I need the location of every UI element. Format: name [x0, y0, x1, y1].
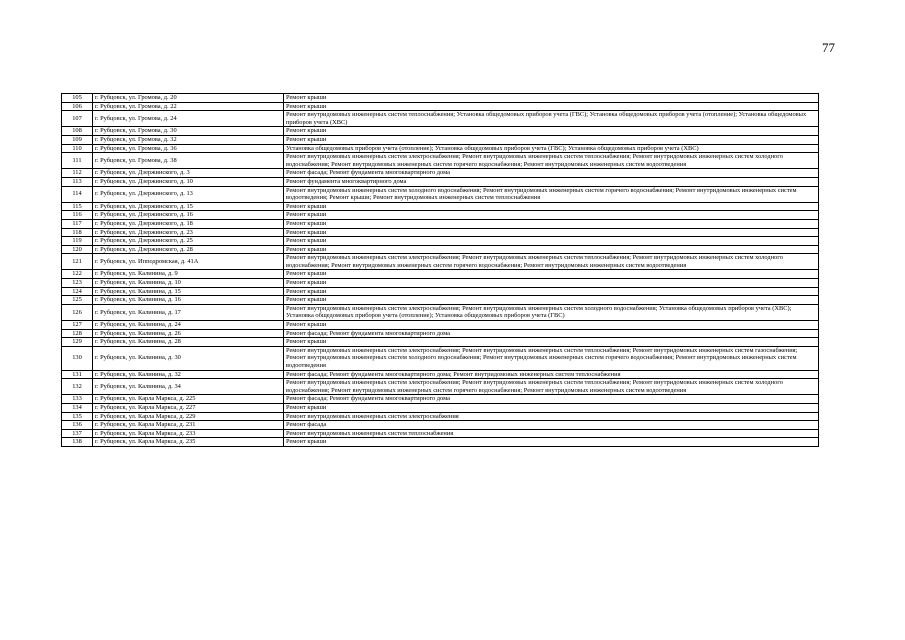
row-works: Ремонт внутридомовых инженерных систем электроснабжения; Ремонт внутридомовых инженерных систем холодного водоснабжения; Установка общедомовых приборов учета (ХВС); Установка общедомовых приборов учета (отопление); Установка общедомовых приборов учета (ГВС)	[284, 304, 819, 320]
table-row	[62, 270, 819, 279]
row-works: Ремонт крыши	[284, 94, 819, 103]
row-address: г. Рубцовск, ул. Ипподромская, д. 41А	[93, 254, 284, 270]
row-address: г. Рубцовск, ул. Дзержинского, д. 15	[93, 202, 284, 211]
row-number: 107	[62, 111, 93, 127]
row-number: 135	[62, 412, 93, 421]
row-number: 105	[62, 94, 93, 103]
row-works: Ремонт крыши	[284, 135, 819, 144]
table-row	[62, 254, 819, 270]
row-number: 119	[62, 237, 93, 246]
row-works: Ремонт крыши	[284, 245, 819, 254]
row-number: 114	[62, 186, 93, 202]
table-row	[62, 237, 819, 246]
row-address: г. Рубцовск, ул. Громова, д. 22	[93, 102, 284, 111]
row-address: г. Рубцовск, ул. Карла Маркса, д. 225	[93, 395, 284, 404]
row-works: Ремонт крыши	[284, 202, 819, 211]
row-address: г. Рубцовск, ул. Калинина, д. 28	[93, 338, 284, 347]
row-address: г. Рубцовск, ул. Карла Маркса, д. 235	[93, 438, 284, 447]
row-address: г. Рубцовск, ул. Калинина, д. 32	[93, 370, 284, 379]
table-row	[62, 211, 819, 220]
table-row	[62, 403, 819, 412]
table-row	[62, 296, 819, 305]
row-address: г. Рубцовск, ул. Калинина, д. 30	[93, 346, 284, 370]
table-row	[62, 304, 819, 320]
row-works: Ремонт крыши	[284, 127, 819, 136]
row-address: г. Рубцовск, ул. Громова, д. 38	[93, 153, 284, 169]
row-number: 109	[62, 135, 93, 144]
row-works: Ремонт внутридомовых инженерных систем электроснабжения	[284, 412, 819, 421]
row-number: 113	[62, 177, 93, 186]
row-number: 137	[62, 429, 93, 438]
row-address: г. Рубцовск, ул. Калинина, д. 34	[93, 379, 284, 395]
table-row	[62, 202, 819, 211]
row-number: 111	[62, 153, 93, 169]
row-number: 126	[62, 304, 93, 320]
row-works: Ремонт крыши	[284, 219, 819, 228]
row-address: г. Рубцовск, ул. Дзержинского, д. 18	[93, 219, 284, 228]
row-works: Ремонт внутридомовых инженерных систем электроснабжения; Ремонт внутридомовых инженерных систем теплоснабжения; Ремонт внутридомовых инженерных систем газоснабжения; Ремонт внутридомовых инженерных систем холодного водоснабжения; Ремонт внутридомовых инженерных систем горячего водоснабжения; Ремонт внутридомовых инженерных систем водоотведения	[284, 346, 819, 370]
table-row	[62, 287, 819, 296]
row-address: г. Рубцовск, ул. Карла Маркса, д. 229	[93, 412, 284, 421]
table-row	[62, 102, 819, 111]
row-number: 136	[62, 421, 93, 430]
row-address: г. Рубцовск, ул. Громова, д. 36	[93, 144, 284, 153]
table-row	[62, 219, 819, 228]
row-number: 130	[62, 346, 93, 370]
row-works: Ремонт крыши	[284, 270, 819, 279]
row-address: г. Рубцовск, ул. Калинина, д. 15	[93, 287, 284, 296]
row-number: 134	[62, 403, 93, 412]
row-number: 128	[62, 329, 93, 338]
row-works: Ремонт крыши	[284, 321, 819, 330]
table-row	[62, 228, 819, 237]
row-number: 124	[62, 287, 93, 296]
row-address: г. Рубцовск, ул. Дзержинского, д. 25	[93, 237, 284, 246]
row-number: 110	[62, 144, 93, 153]
row-address: г. Рубцовск, ул. Калинина, д. 17	[93, 304, 284, 320]
row-address: г. Рубцовск, ул. Калинина, д. 9	[93, 270, 284, 279]
row-number: 117	[62, 219, 93, 228]
table-row	[62, 370, 819, 379]
row-number: 108	[62, 127, 93, 136]
table-row	[62, 186, 819, 202]
table-row	[62, 127, 819, 136]
table-row	[62, 135, 819, 144]
row-works: Ремонт фасада; Ремонт фундамента многоквартирного дома	[284, 329, 819, 338]
row-number: 116	[62, 211, 93, 220]
table-row	[62, 94, 819, 103]
table-row	[62, 346, 819, 370]
table-row	[62, 379, 819, 395]
row-works: Ремонт крыши	[284, 237, 819, 246]
row-number: 120	[62, 245, 93, 254]
row-works: Ремонт внутридомовых инженерных систем электроснабжения; Ремонт внутридомовых инженерных систем теплоснабжения; Ремонт внутридомовых инженерных систем холодного водоснабжения; Ремонт внутридомовых инженерных систем горячего водоснабжения; Ремонт внутридомовых инженерных систем водоотведения	[284, 153, 819, 169]
row-works: Ремонт крыши	[284, 102, 819, 111]
row-number: 133	[62, 395, 93, 404]
row-address: г. Рубцовск, ул. Калинина, д. 24	[93, 321, 284, 330]
row-works: Ремонт внутридомовых инженерных систем теплоснабжения; Установка общедомовых приборов учета (ГВС); Установка общедомовых приборов учета (отопление); Установка общедомовых приборов учета (ХВС)	[284, 111, 819, 127]
row-address: г. Рубцовск, ул. Дзержинского, д. 28	[93, 245, 284, 254]
row-address: г. Рубцовск, ул. Калинина, д. 10	[93, 279, 284, 288]
row-address: г. Рубцовск, ул. Калинина, д. 26	[93, 329, 284, 338]
row-address: г. Рубцовск, ул. Дзержинского, д. 10	[93, 177, 284, 186]
row-address: г. Рубцовск, ул. Громова, д. 20	[93, 94, 284, 103]
row-works: Ремонт крыши	[284, 228, 819, 237]
row-works: Ремонт крыши	[284, 338, 819, 347]
row-works: Ремонт крыши	[284, 279, 819, 288]
row-number: 123	[62, 279, 93, 288]
table-row	[62, 429, 819, 438]
row-works: Ремонт фасада; Ремонт фундамента многоквартирного дома; Ремонт внутридомовых инженерных систем теплоснабжения	[284, 370, 819, 379]
table-row	[62, 111, 819, 127]
row-address: г. Рубцовск, ул. Карла Маркса, д. 227	[93, 403, 284, 412]
row-number: 121	[62, 254, 93, 270]
row-address: г. Рубцовск, ул. Громова, д. 30	[93, 127, 284, 136]
table-row	[62, 144, 819, 153]
row-number: 132	[62, 379, 93, 395]
row-number: 106	[62, 102, 93, 111]
row-works: Ремонт внутридомовых инженерных систем электроснабжения; Ремонт внутридомовых инженерных систем теплоснабжения; Ремонт внутридомовых инженерных систем холодного водоснабжения; Ремонт внутридомовых инженерных систем горячего водоснабжения; Ремонт внутридомовых инженерных систем водоотведения	[284, 379, 819, 395]
table-body	[62, 94, 819, 447]
row-works: Ремонт фасада; Ремонт фундамента многоквартирного дома	[284, 169, 819, 178]
row-works: Ремонт крыши	[284, 438, 819, 447]
page-number: 77	[822, 40, 835, 55]
row-address: г. Рубцовск, ул. Громова, д. 32	[93, 135, 284, 144]
row-number: 131	[62, 370, 93, 379]
table-row	[62, 279, 819, 288]
row-address: г. Рубцовск, ул. Дзержинского, д. 13	[93, 186, 284, 202]
row-address: г. Рубцовск, ул. Дзержинского, д. 23	[93, 228, 284, 237]
row-number: 127	[62, 321, 93, 330]
table-row	[62, 245, 819, 254]
row-works: Ремонт внутридомовых инженерных систем электроснабжения; Ремонт внутридомовых инженерных систем теплоснабжения; Ремонт внутридомовых инженерных систем холодного водоснабжения; Ремонт внутридомовых инженерных систем горячего водоснабжения; Ремонт внутридомовых инженерных систем водоотведения	[284, 254, 819, 270]
row-works: Ремонт крыши	[284, 211, 819, 220]
table-row	[62, 321, 819, 330]
row-number: 118	[62, 228, 93, 237]
table-row	[62, 153, 819, 169]
row-address: г. Рубцовск, ул. Карла Маркса, д. 231	[93, 421, 284, 430]
row-address: г. Рубцовск, ул. Калинина, д. 16	[93, 296, 284, 305]
row-number: 112	[62, 169, 93, 178]
row-address: г. Рубцовск, ул. Дзержинского, д. 3	[93, 169, 284, 178]
row-works: Ремонт внутридомовых инженерных систем теплоснабжения	[284, 429, 819, 438]
table-row	[62, 169, 819, 178]
row-address: г. Рубцовск, ул. Громова, д. 24	[93, 111, 284, 127]
row-works: Ремонт крыши	[284, 287, 819, 296]
row-works: Ремонт крыши	[284, 403, 819, 412]
row-number: 129	[62, 338, 93, 347]
row-works: Ремонт фасада; Ремонт фундамента многоквартирного дома	[284, 395, 819, 404]
row-number: 125	[62, 296, 93, 305]
repair-works-table	[61, 93, 819, 447]
row-number: 138	[62, 438, 93, 447]
row-works: Ремонт внутридомовых инженерных систем холодного водоснабжения; Ремонт внутридомовых инженерных систем горячего водоснабжения; Ремонт внутридомовых инженерных систем водоотведения; Ремонт крыши; Ремонт внутридомовых инженерных систем теплоснабжения	[284, 186, 819, 202]
row-number: 115	[62, 202, 93, 211]
table-row	[62, 338, 819, 347]
row-number: 122	[62, 270, 93, 279]
row-works: Ремонт фасада	[284, 421, 819, 430]
table-row	[62, 395, 819, 404]
table-row	[62, 412, 819, 421]
table-row	[62, 177, 819, 186]
row-address: г. Рубцовск, ул. Дзержинского, д. 16	[93, 211, 284, 220]
table-row	[62, 438, 819, 447]
table-row	[62, 329, 819, 338]
row-works: Ремонт фундамента многоквартирного дома	[284, 177, 819, 186]
row-works: Установка общедомовых приборов учета (отопление); Установка общедомовых приборов учета (ГВС); Установка общедомовых приборов учета (ХВС)	[284, 144, 819, 153]
row-address: г. Рубцовск, ул. Карла Маркса, д. 233	[93, 429, 284, 438]
row-works: Ремонт крыши	[284, 296, 819, 305]
table-row	[62, 421, 819, 430]
